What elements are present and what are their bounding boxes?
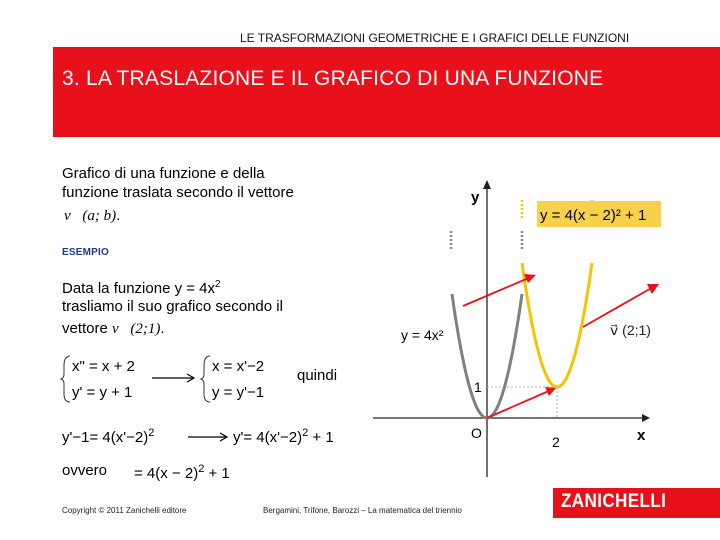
example-line-2: trasliamo il suo grafico secondo il — [62, 298, 283, 315]
example-period: . — [160, 320, 165, 337]
origin-label: O — [471, 425, 482, 441]
example-function-exp: 2 — [215, 279, 221, 290]
slide-topline: LE TRASFORMAZIONI GEOMETRICHE E I GRAFICI DELLE FUNZIONI — [240, 31, 630, 45]
intro-period: . — [116, 207, 121, 224]
example-line-3-text: vettore — [62, 320, 108, 337]
sys1-eq-b: y' = y + 1 — [72, 384, 133, 401]
logo-text: ZANICHELLI — [561, 491, 667, 512]
equation-2-tail: + 1 — [312, 429, 334, 446]
example-line-1 — [62, 275, 221, 298]
esempio-label: ESEMPIO — [62, 247, 109, 258]
translation-arrow-main — [583, 286, 655, 327]
footer-authors: Bergamini, Trifone, Barozzi – La matematica del triennio — [263, 506, 462, 515]
y-axis-label: y — [471, 189, 480, 206]
label-original-function: y = 4x² — [401, 327, 444, 343]
footer-copyright: Copyright © 2011 Zanichelli editore — [62, 506, 187, 515]
quindi-text: quindi — [297, 367, 338, 384]
title-banner — [53, 47, 720, 137]
equation-3 — [134, 460, 230, 483]
equation-2-exp: 2 — [302, 427, 309, 439]
translation-arrow-vertex — [487, 390, 551, 418]
sys2-eq-b: y = y'−1 — [212, 384, 265, 401]
intro-line-2: funzione traslata secondo il vettore — [62, 184, 294, 201]
zanichelli-logo — [553, 488, 720, 518]
brace-right — [201, 356, 210, 402]
x-axis-label: x — [637, 427, 646, 444]
equation-3-exp: 2 — [198, 463, 205, 475]
intro-vector: v⃗(a; b) — [64, 208, 117, 224]
x-axis-arrow — [642, 414, 650, 422]
tick-x-2: 2 — [552, 434, 560, 450]
example-vector: v⃗(2;1) — [112, 321, 161, 337]
ovvero-text: ovvero — [62, 462, 108, 479]
equation-2-text: y'= 4(x'−2) — [233, 429, 303, 446]
sys2-eq-a: x = x'−2 — [212, 358, 265, 375]
example-line-3 — [62, 319, 165, 339]
label-translated-function: y = 4(x − 2)² + 1 — [540, 207, 647, 224]
example-line-1-text: Data la funzione — [62, 280, 175, 297]
example-function: y = 4x — [174, 280, 216, 297]
label-vector: v⃗ (2;1) — [610, 322, 651, 338]
sys1-eq-a: x" = x + 2 — [72, 358, 135, 375]
intro-line-1: Grafico di una funzione e della — [62, 165, 265, 182]
tick-y-1: 1 — [474, 379, 482, 395]
equation-2 — [233, 424, 334, 447]
translated-parabola-curve — [522, 263, 592, 387]
parabola-graph — [363, 157, 663, 487]
equation-1-exp: 2 — [148, 427, 155, 439]
slide-title: 3. LA TRASLAZIONE E IL GRAFICO DI UNA FUNZIONE — [62, 67, 604, 90]
equation-1-text: y'−1= 4(x'−2) — [62, 429, 149, 446]
equation-1 — [62, 424, 154, 447]
brace-left — [61, 356, 70, 402]
equation-3-text: = 4(x − 2) — [134, 465, 199, 482]
intro-vector-line — [64, 206, 120, 226]
y-axis-arrow — [483, 180, 491, 189]
arrow-2 — [186, 430, 230, 444]
equation-3-tail: + 1 — [208, 465, 230, 482]
